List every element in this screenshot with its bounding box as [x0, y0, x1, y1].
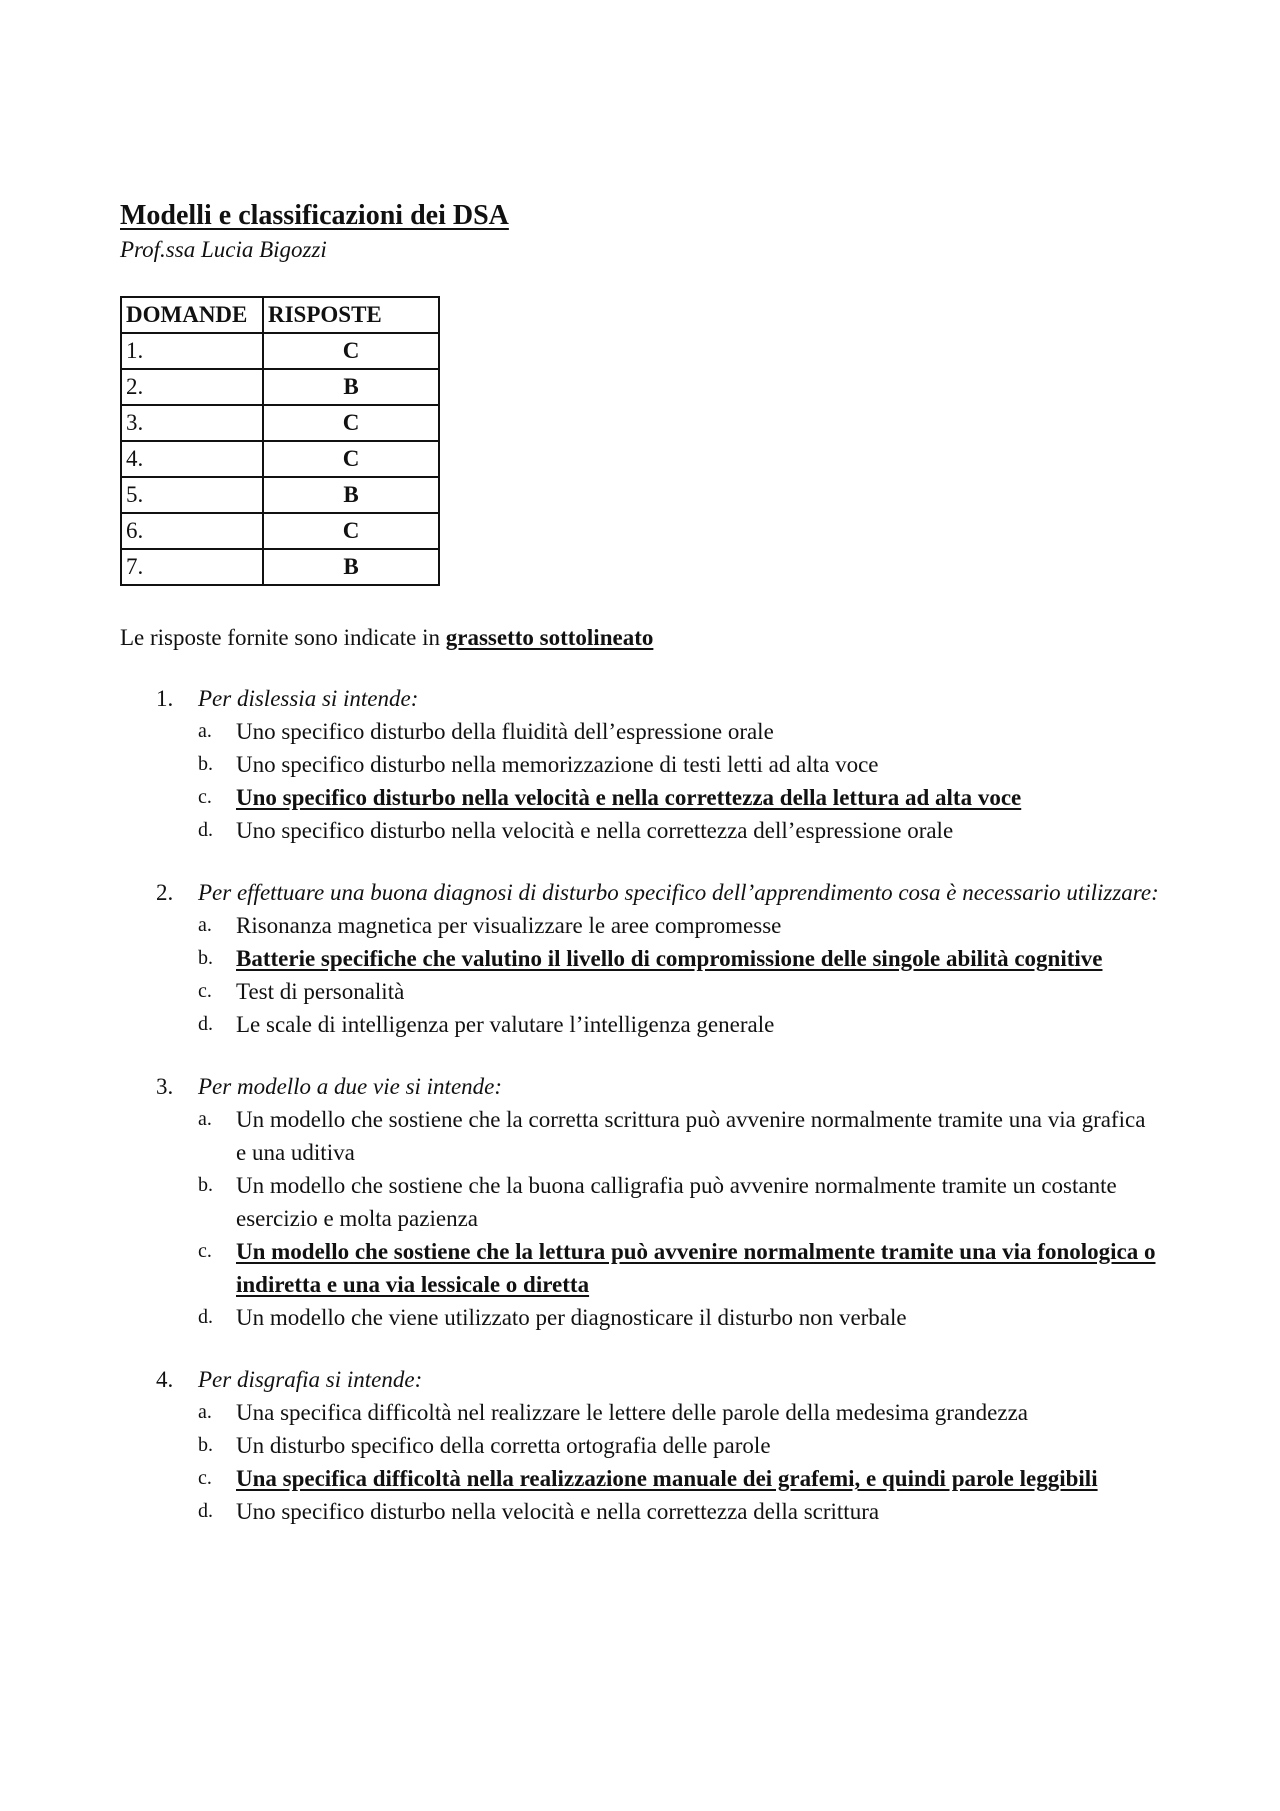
page-title: Modelli e classificazioni dei DSA — [120, 200, 509, 231]
question-number: 2. — [156, 880, 174, 905]
option-text: Un modello che viene utilizzato per diagnosticare il disturbo non verbale — [236, 1305, 907, 1330]
option-text: Batterie specifiche che valutino il livello di compromissione delle singole abilità cognitive — [236, 946, 1103, 971]
answer-option — [198, 975, 1160, 1008]
answer-option-selected — [198, 942, 1160, 975]
option-text: Uno specifico disturbo nella velocità e nella correttezza della lettura ad alta voce — [236, 785, 1022, 810]
option-letter: a. — [198, 720, 212, 742]
question-number-cell: 7. — [121, 549, 263, 585]
option-text: Uno specifico disturbo della fluidità dell’espressione orale — [236, 719, 774, 744]
table-row — [121, 441, 439, 477]
option-letter: c. — [198, 786, 212, 808]
answers-table-header-row — [121, 297, 439, 333]
option-text: Una specifica difficoltà nella realizzazione manuale dei grafemi, e quindi parole leggibili — [236, 1466, 1098, 1491]
table-row — [121, 513, 439, 549]
option-letter: a. — [198, 914, 212, 936]
question-text: Per modello a due vie si intende: — [198, 1074, 503, 1099]
option-letter: a. — [198, 1108, 212, 1130]
question-number: 3. — [156, 1074, 174, 1099]
answer-option — [198, 1396, 1160, 1429]
question-number-cell: 5. — [121, 477, 263, 513]
option-text: Test di personalità — [236, 979, 405, 1004]
table-row — [121, 477, 439, 513]
answer-option — [198, 814, 1160, 847]
answer-cell: B — [263, 369, 439, 405]
option-text: Un modello che sostiene che la corretta scrittura può avvenire normalmente tramite una via grafica e una uditiva — [236, 1107, 1146, 1165]
option-letter: c. — [198, 1467, 212, 1489]
answers-table — [120, 296, 440, 586]
question-number-cell: 1. — [121, 333, 263, 369]
option-text: Le scale di intelligenza per valutare l’intelligenza generale — [236, 1012, 775, 1037]
option-letter: b. — [198, 1174, 213, 1196]
option-letter: b. — [198, 947, 213, 969]
answer-option-selected — [198, 781, 1160, 814]
answer-option — [198, 1301, 1160, 1334]
question-text: Per dislessia si intende: — [198, 686, 419, 711]
answer-option — [198, 1495, 1160, 1528]
answer-option — [198, 748, 1160, 781]
table-row — [121, 369, 439, 405]
option-text: Risonanza magnetica per visualizzare le aree compromesse — [236, 913, 782, 938]
option-letter: d. — [198, 819, 213, 841]
note-text: Le risposte fornite sono indicate in — [120, 625, 446, 650]
answer-option — [198, 1169, 1160, 1235]
question-item — [120, 876, 1160, 1041]
answer-cell: B — [263, 549, 439, 585]
question-item — [120, 1070, 1160, 1334]
question-number: 1. — [156, 686, 174, 711]
option-letter: d. — [198, 1500, 213, 1522]
answer-cell: C — [263, 405, 439, 441]
question-list — [120, 682, 1160, 1528]
option-letter: d. — [198, 1306, 213, 1328]
option-text: Un modello che sostiene che la lettura può avvenire normalmente tramite una via fonologica o indiretta e una via lessicale o diretta — [236, 1239, 1156, 1297]
question-number-cell: 4. — [121, 441, 263, 477]
note-emphasis: grassetto sottolineato — [445, 625, 654, 650]
answer-option — [198, 1008, 1160, 1041]
answer-cell: C — [263, 441, 439, 477]
question-text: Per effettuare una buona diagnosi di disturbo specifico dell’apprendimento cosa è necessario utilizzare: — [198, 880, 1159, 905]
table-row — [121, 405, 439, 441]
question-item — [120, 1363, 1160, 1528]
question-text: Per disgrafia si intende: — [198, 1367, 423, 1392]
answer-option-selected — [198, 1462, 1160, 1495]
answer-cell: C — [263, 333, 439, 369]
option-text: Una specifica difficoltà nel realizzare le lettere delle parole della medesima grandezza — [236, 1400, 1028, 1425]
question-number-cell: 6. — [121, 513, 263, 549]
option-letter: b. — [198, 753, 213, 775]
question-number: 4. — [156, 1367, 174, 1392]
option-letter: c. — [198, 1240, 212, 1262]
option-text: Un modello che sostiene che la buona calligrafia può avvenire normalmente tramite un costante esercizio e molta pazienza — [236, 1173, 1117, 1231]
answer-cell: C — [263, 513, 439, 549]
option-letter: b. — [198, 1434, 213, 1456]
table-row — [121, 549, 439, 585]
option-text: Un disturbo specifico della corretta ortografia delle parole — [236, 1433, 771, 1458]
author-line: Prof.ssa Lucia Bigozzi — [120, 237, 327, 262]
option-letter: d. — [198, 1013, 213, 1035]
answer-option — [198, 715, 1160, 748]
answer-option — [198, 1103, 1160, 1169]
answer-option — [198, 1429, 1160, 1462]
document-content — [120, 198, 1160, 1557]
answers-note — [120, 622, 1160, 654]
option-text: Uno specifico disturbo nella memorizzazione di testi letti ad alta voce — [236, 752, 879, 777]
option-letter: a. — [198, 1401, 212, 1423]
answer-option — [198, 909, 1160, 942]
answer-option-selected — [198, 1235, 1160, 1301]
table-row — [121, 333, 439, 369]
column-header-answers: RISPOSTE — [263, 297, 439, 333]
answers-table-body — [121, 333, 439, 585]
question-number-cell: 3. — [121, 405, 263, 441]
question-item — [120, 682, 1160, 847]
option-text: Uno specifico disturbo nella velocità e nella correttezza dell’espressione orale — [236, 818, 954, 843]
column-header-questions: DOMANDE — [121, 297, 263, 333]
option-letter: c. — [198, 980, 212, 1002]
option-text: Uno specifico disturbo nella velocità e nella correttezza della scrittura — [236, 1499, 880, 1524]
question-number-cell: 2. — [121, 369, 263, 405]
answer-cell: B — [263, 477, 439, 513]
